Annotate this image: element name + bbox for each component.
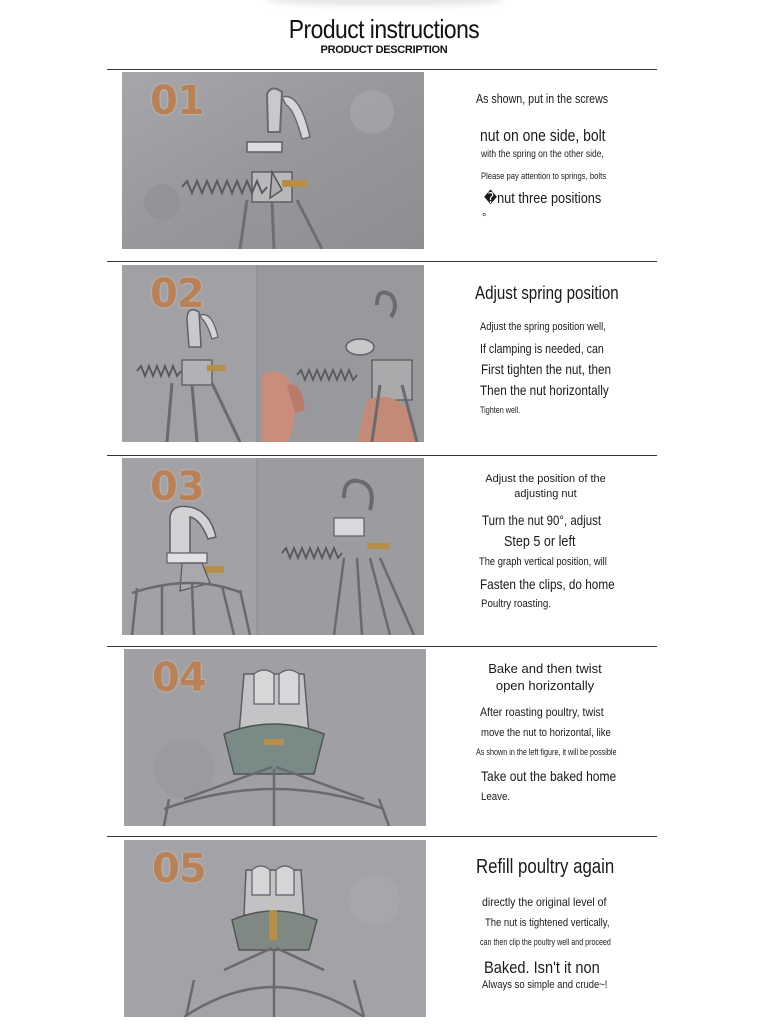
step-01-line-4: Please pay attention to springs, bolts [481, 171, 607, 181]
step-02-line-3: If clamping is needed, can [480, 341, 604, 356]
step-04-line-3: move the nut to horizontal, like [481, 727, 611, 739]
step-01-line-5: �nut three positions [484, 190, 602, 207]
step-04-number: 04 [152, 655, 206, 701]
step-01-photo [122, 72, 424, 249]
top-shadow [265, 0, 505, 6]
step-01-line-1: As shown, put in the screws [476, 91, 609, 106]
step-04-line-5: Take out the baked home [481, 768, 617, 784]
step-05-photo [124, 840, 426, 1017]
step-02-line-2: Adjust the spring position well, [480, 321, 606, 333]
step-03-line-5: Fasten the clips, do home [480, 576, 615, 592]
step-05-line-6: Always so simple and crude~! [482, 979, 608, 991]
step-03-photo [122, 458, 424, 635]
divider [107, 69, 657, 70]
step-04-line-2: After roasting poultry, twist [480, 705, 604, 719]
step-01-number: 01 [150, 78, 204, 124]
step-04-line-4: As shown in the left figure, it will be possible [476, 747, 617, 757]
step-05-line-3: The nut is tightened vertically, [485, 917, 610, 929]
step-04-line-1: Bake and then twist open horizontally [488, 661, 602, 693]
step-02-line-6: Tighten well. [480, 405, 521, 415]
step-03-line-1: Adjust the position of the adjusting nut [485, 473, 606, 500]
step-03-line-4: The graph vertical position, will [479, 556, 607, 568]
divider [107, 455, 657, 456]
step-04-line-6: Leave. [481, 791, 511, 803]
step-05-line-2: directly the original level of [482, 895, 607, 909]
step-05-line-1: Refill poultry again [476, 856, 615, 878]
step-02-line-1: Adjust spring position [475, 283, 619, 303]
step-02-line-5: Then the nut horizontally [480, 382, 609, 398]
page-title: Product instructions [288, 14, 480, 44]
step-02-line-4: First tighten the nut, then [481, 361, 612, 377]
step-01-line-6: ° [482, 212, 487, 224]
step-03-line-2: Turn the nut 90°, adjust [482, 512, 602, 528]
step-03-line-6: Poultry roasting. [481, 598, 551, 610]
divider [107, 261, 657, 262]
step-03-number: 03 [150, 464, 204, 510]
step-02-number: 02 [150, 271, 204, 317]
step-04-photo [124, 649, 426, 826]
step-03-line-3: Step 5 or left [504, 533, 576, 550]
step-01-line-2: nut on one side, bolt [480, 126, 606, 145]
step-02-photo [122, 265, 424, 442]
page-subtitle: PRODUCT DESCRIPTION [320, 44, 448, 56]
step-05-line-4: can then clip the poultry well and proceed [480, 937, 611, 947]
step-05-number: 05 [152, 846, 206, 892]
divider [107, 836, 657, 837]
step-01-line-3: with the spring on the other side, [481, 149, 604, 160]
step-05-line-5: Baked. Isn't it non [484, 958, 600, 977]
divider [107, 646, 657, 647]
